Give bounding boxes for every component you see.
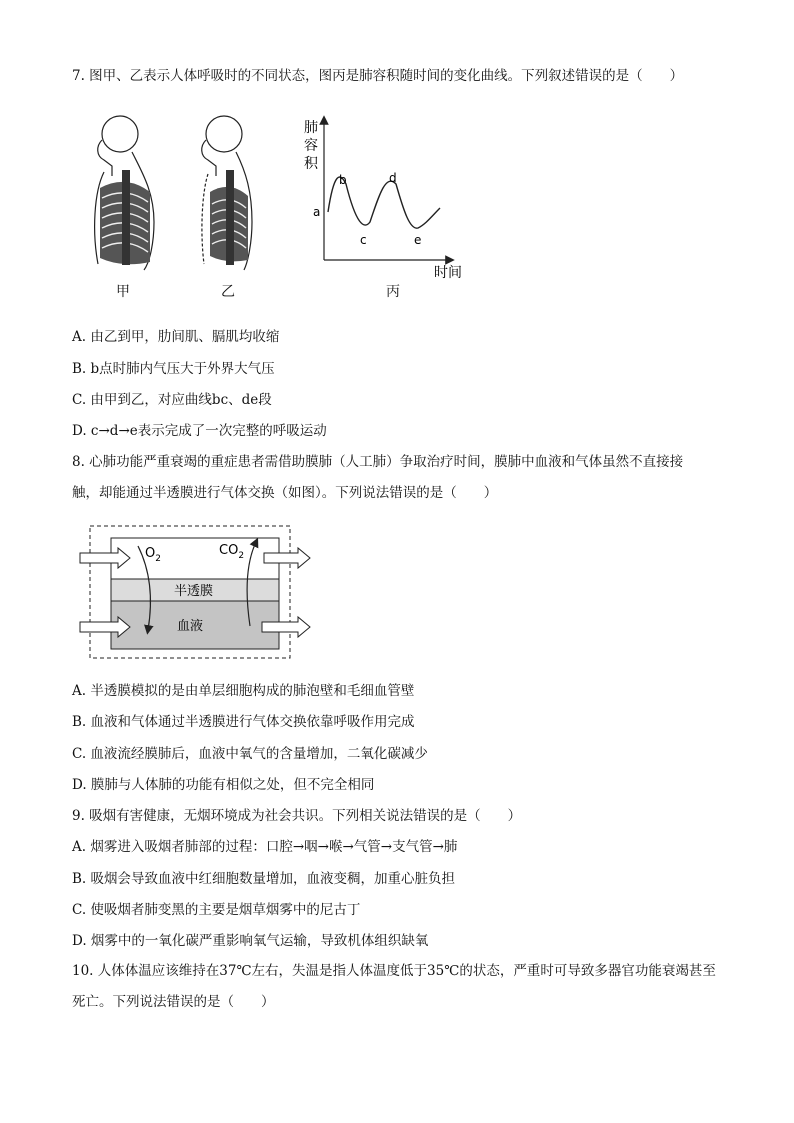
point-b: b — [339, 173, 347, 187]
point-d: d — [389, 171, 397, 185]
point-a: a — [313, 205, 321, 219]
y-label-1: 肺 — [304, 120, 318, 136]
x-label: 时间 — [434, 265, 462, 280]
q9-stem: 9. 吸烟有害健康，无烟环境成为社会共识。下列相关说法错误的是（ ） — [72, 808, 522, 824]
q7-option-d: D. c→d→e表示完成了一次完整的呼吸运动 — [72, 423, 327, 439]
q8-option-c: C. 血液流经膜肺后，血液中氧气的含量增加，二氧化碳减少 — [72, 746, 428, 762]
q8-option-d: D. 膜肺与人体肺的功能有相似之处，但不完全相同 — [72, 777, 375, 793]
q8-option-a: A. 半透膜模拟的是由单层细胞构成的肺泡壁和毛细血管壁 — [72, 683, 415, 699]
figure-jia — [82, 112, 172, 274]
q9-option-b: B. 吸烟会导致血液中红细胞数量增加，血液变稠，加重心脏负担 — [72, 871, 456, 887]
figure-membrane-lung — [76, 522, 316, 662]
q7-stem: 7. 图甲、乙表示人体呼吸时的不同状态，图丙是肺容积随时间的变化曲线。下列叙述错误的是（ ） — [72, 68, 684, 84]
q9-option-c: C. 使吸烟者肺变黑的主要是烟草烟雾中的尼古丁 — [72, 902, 361, 918]
point-e: e — [414, 233, 422, 247]
ribcage-jia — [100, 170, 150, 265]
y-label-2: 容 — [304, 138, 318, 154]
o2-label: $O_2$ — [145, 546, 161, 564]
label-jia: 甲 — [116, 284, 130, 300]
q7-option-a: A. 由乙到甲，肋间肌、膈肌均收缩 — [72, 329, 280, 345]
y-label-3: 积 — [304, 156, 318, 172]
q9-option-d: D. 烟雾中的一氧化碳严重影响氧气运输，导致机体组织缺氧 — [72, 933, 429, 949]
q10-stem: 10. 人体体温应该维持在37℃左右，失温是指人体温度低于35℃的状态，严重时可导致多器官功能衰竭甚至死亡。下列说法错误的是（ ） — [72, 963, 716, 1010]
q8-stem-line1: 8. 心肺功能严重衰竭的重症患者需借助膜肺（人工肺）争取治疗时间，膜肺中血液和气体虽然不直接接 — [72, 454, 684, 470]
q9-option-a: A. 烟雾进入吸烟者肺部的过程：口腔→咽→喉→气管→支气管→肺 — [72, 839, 458, 855]
q7-option-c: C. 由甲到乙，对应曲线bc、de段 — [72, 392, 272, 408]
membrane-label: 半透膜 — [174, 584, 214, 599]
label-bing: 丙 — [386, 284, 400, 300]
q8-option-b: B. 血液和气体通过半透膜进行气体交换依靠呼吸作用完成 — [72, 714, 415, 730]
label-yi: 乙 — [221, 284, 235, 300]
co2-label: $CO_2$ — [219, 543, 245, 561]
figure-yi — [190, 112, 270, 274]
figure-bing-chart — [300, 112, 470, 280]
point-c: c — [360, 233, 367, 247]
q8-stem-line2: 触，却能通过半透膜进行气体交换（如图）。下列说法错误的是（ ） — [72, 485, 498, 501]
blood-label: 血液 — [177, 619, 204, 634]
q7-option-b: B. b点时肺内气压大于外界大气压 — [72, 361, 275, 377]
ribcage-yi — [210, 170, 248, 265]
